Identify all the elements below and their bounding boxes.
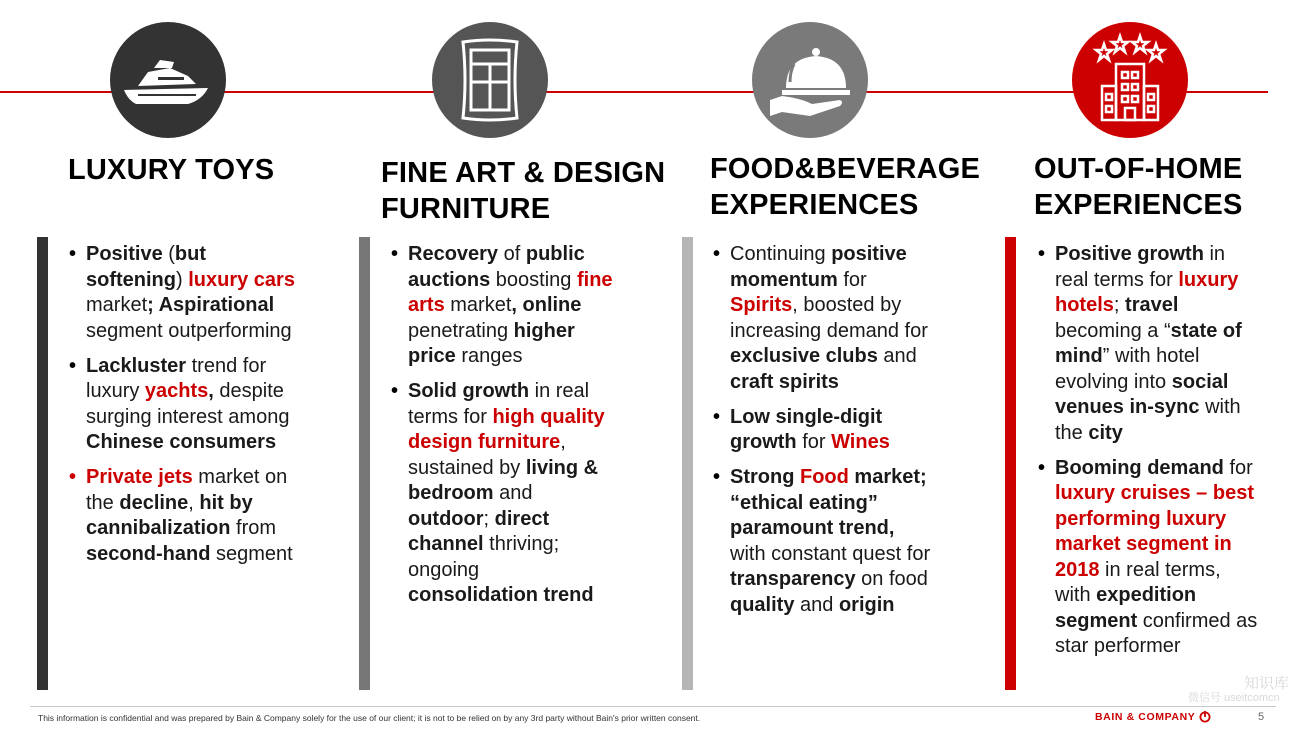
bain-circle-icon	[1199, 711, 1211, 723]
bullet-text-segment: ,	[208, 380, 214, 402]
bullet-text-segment: Lackluster	[86, 354, 187, 377]
bullet-text-segment: in real terms, with	[1055, 558, 1221, 606]
bullet-list-out-of-home	[1038, 242, 1260, 669]
column-title-luxury-toys: LUXURY TOYS	[68, 154, 275, 186]
bullet-text-segment: Low single-digit growth	[730, 405, 883, 453]
bullet-text-segment: thriving; ongoing	[408, 533, 560, 581]
bullet-text-segment: luxury cars	[188, 268, 295, 291]
bullet-text-segment: Private jets	[86, 466, 193, 488]
brand-logo	[1095, 711, 1211, 723]
bullet-text-segment: craft spirits	[730, 370, 839, 393]
bullet-item	[391, 379, 613, 609]
bullet-text-segment: travel	[1125, 294, 1179, 316]
bullet-list-food-beverage	[713, 242, 935, 628]
icon-circle-out-of-home	[1072, 22, 1188, 138]
bullet-text-segment: segment	[210, 542, 293, 565]
bullet-text-segment: , sustained by	[408, 431, 566, 479]
bullet-text-segment: city	[1088, 421, 1123, 444]
bullet-text-segment: market on the	[86, 466, 288, 514]
icon-circle-fine-art	[432, 22, 548, 138]
bullet-text-segment: from	[230, 517, 277, 539]
watermark-line: 知识库	[1244, 675, 1290, 692]
bullet-item	[1038, 456, 1260, 660]
bullet-text-segment: in real terms for	[408, 380, 590, 428]
bullet-text-segment: and	[794, 593, 839, 616]
hotel-stars-icon	[1080, 30, 1180, 130]
column-accent-bar	[37, 237, 48, 690]
bullet-text-segment: confirmed as star performer	[1055, 609, 1258, 657]
footer-rule	[30, 706, 1276, 707]
bullet-text-segment: ” with hotel evolving into	[1055, 345, 1200, 393]
bullet-text-segment: in real terms for	[1055, 243, 1226, 291]
bullet-text-segment: Chinese consumers	[86, 431, 277, 453]
bullet-item	[69, 242, 301, 344]
bullet-text-segment: Positive	[86, 243, 163, 265]
bullet-text-segment: luxury hotels	[1055, 268, 1239, 316]
bullet-text-segment: outdoor	[408, 507, 484, 530]
page-number: 5	[1258, 711, 1265, 723]
bullet-text-segment: second-hand	[86, 542, 211, 565]
cloche-hand-icon	[760, 38, 860, 122]
bullet-text-segment: decline	[119, 491, 189, 514]
bullet-text-segment: with constant quest for	[730, 542, 931, 565]
bullet-text-segment: Spirits	[730, 294, 793, 316]
bullet-text-segment: )	[176, 268, 189, 291]
confidentiality-disclaimer: This information is confidential and was prepared by Bain & Company solely for the use of our client; it is not to be relied on by any 3rd party without Bain's prior written consent.	[38, 713, 701, 723]
bullet-text-segment: , online	[511, 294, 582, 316]
bullet-text-segment: ;	[1113, 294, 1126, 316]
bullet-item	[69, 354, 301, 456]
bullet-text-segment: Strong	[730, 466, 800, 488]
watermark-line: 微信号 useitcomcn	[1188, 692, 1280, 704]
bullet-text-segment: Food	[800, 466, 849, 488]
bullet-text-segment: for	[796, 431, 832, 453]
icon-circle-luxury-toys	[110, 22, 226, 138]
bullet-text-segment: yachts	[144, 380, 209, 402]
bullet-text-segment: higher price	[408, 319, 575, 367]
bullet-text-segment: market	[86, 294, 148, 316]
title-line: FOOD&BEVERAGE	[710, 153, 981, 185]
bullet-text-segment: but softening	[86, 243, 207, 291]
bullet-text-segment: for	[1223, 456, 1253, 479]
bullet-text-segment: public auctions	[408, 243, 585, 291]
title-line: EXPERIENCES	[710, 189, 919, 221]
title-line: FINE ART & DESIGN	[381, 157, 666, 189]
bullet-text-segment: trend for luxury	[86, 354, 267, 402]
bullet-text-segment: Solid growth	[408, 380, 530, 402]
bullet-text-segment: fine arts	[408, 268, 613, 316]
bullet-text-segment: Continuing	[730, 243, 832, 265]
bullet-text-segment: boosting	[490, 268, 577, 291]
bullet-text-segment: , boosted by increasing demand for	[730, 294, 928, 342]
bullet-text-segment: Wines	[831, 431, 890, 453]
bullet-text-segment: positive momentum	[730, 243, 907, 291]
bullet-item	[713, 465, 935, 618]
bullet-text-segment: social venues in-sync	[1055, 370, 1229, 418]
bullet-text-segment: penetrating	[408, 319, 514, 342]
bullet-text-segment: of	[498, 243, 526, 265]
bullet-text-segment: segment outperforming	[86, 319, 292, 342]
bullet-text-segment: market	[444, 294, 512, 316]
bullet-item	[391, 242, 613, 370]
column-title-out-of-home	[1034, 151, 1243, 223]
bullet-text-segment: hit by cannibalization	[86, 491, 253, 539]
column-accent-bar	[359, 237, 370, 690]
bullet-text-segment: (	[162, 243, 175, 265]
yacht-icon	[118, 50, 218, 110]
bullet-text-segment: Recovery	[408, 243, 499, 265]
title-line: EXPERIENCES	[1034, 189, 1243, 221]
bullet-text-segment: transparency	[730, 568, 856, 590]
bullet-text-segment: market; “ethical eating” paramount trend,	[730, 466, 927, 539]
column-accent-bar	[682, 237, 693, 690]
bullet-text-segment: expedition segment	[1055, 584, 1197, 632]
bullet-text-segment: becoming a “	[1055, 319, 1171, 342]
brand-name: BAIN & COMPANY	[1095, 711, 1196, 723]
bullet-text-segment: high quality design furniture	[408, 405, 605, 453]
bullet-text-segment: state of mind	[1055, 319, 1242, 367]
title-line: FURNITURE	[381, 193, 551, 225]
bullet-item	[713, 242, 935, 395]
framed-window-icon	[455, 38, 525, 122]
icon-circle-food-beverage	[752, 22, 868, 138]
bullet-item	[713, 405, 935, 456]
bullet-text-segment: direct channel	[408, 507, 550, 555]
bullet-item	[1038, 242, 1260, 446]
bullet-text-segment: on food	[855, 568, 928, 590]
bullet-text-segment: ranges	[455, 345, 523, 367]
title-line: OUT-OF-HOME	[1034, 153, 1243, 185]
column-title-fine-art	[381, 155, 665, 227]
bullet-text-segment: Positive growth	[1055, 243, 1204, 265]
watermark	[1188, 676, 1289, 706]
bullet-list-luxury-toys	[69, 242, 301, 577]
bullet-text-segment: luxury cruises – best performing luxury market segment in 2018	[1055, 482, 1254, 581]
bullet-item	[69, 465, 301, 567]
bullet-text-segment: and	[493, 482, 533, 504]
bullet-list-fine-art	[391, 242, 613, 618]
bullet-text-segment: ,	[188, 491, 200, 514]
bullet-text-segment: ;	[483, 507, 495, 530]
column-title-food-beverage	[710, 151, 980, 223]
bullet-text-segment: and	[877, 345, 917, 367]
bullet-text-segment: quality	[730, 593, 795, 616]
bullet-text-segment: Booming demand	[1055, 456, 1224, 479]
bullet-text-segment: with the	[1055, 396, 1241, 444]
bullet-text-segment: consolidation trend	[408, 584, 594, 606]
bullet-text-segment: ; Aspirational	[147, 294, 275, 316]
bullet-text-segment: living & bedroom	[408, 456, 599, 504]
bullet-text-segment: origin	[838, 593, 895, 616]
bullet-text-segment: exclusive clubs	[730, 345, 878, 367]
column-accent-bar	[1005, 237, 1016, 690]
bullet-text-segment: despite surging interest among	[86, 380, 290, 428]
bullet-text-segment: for	[837, 268, 867, 291]
